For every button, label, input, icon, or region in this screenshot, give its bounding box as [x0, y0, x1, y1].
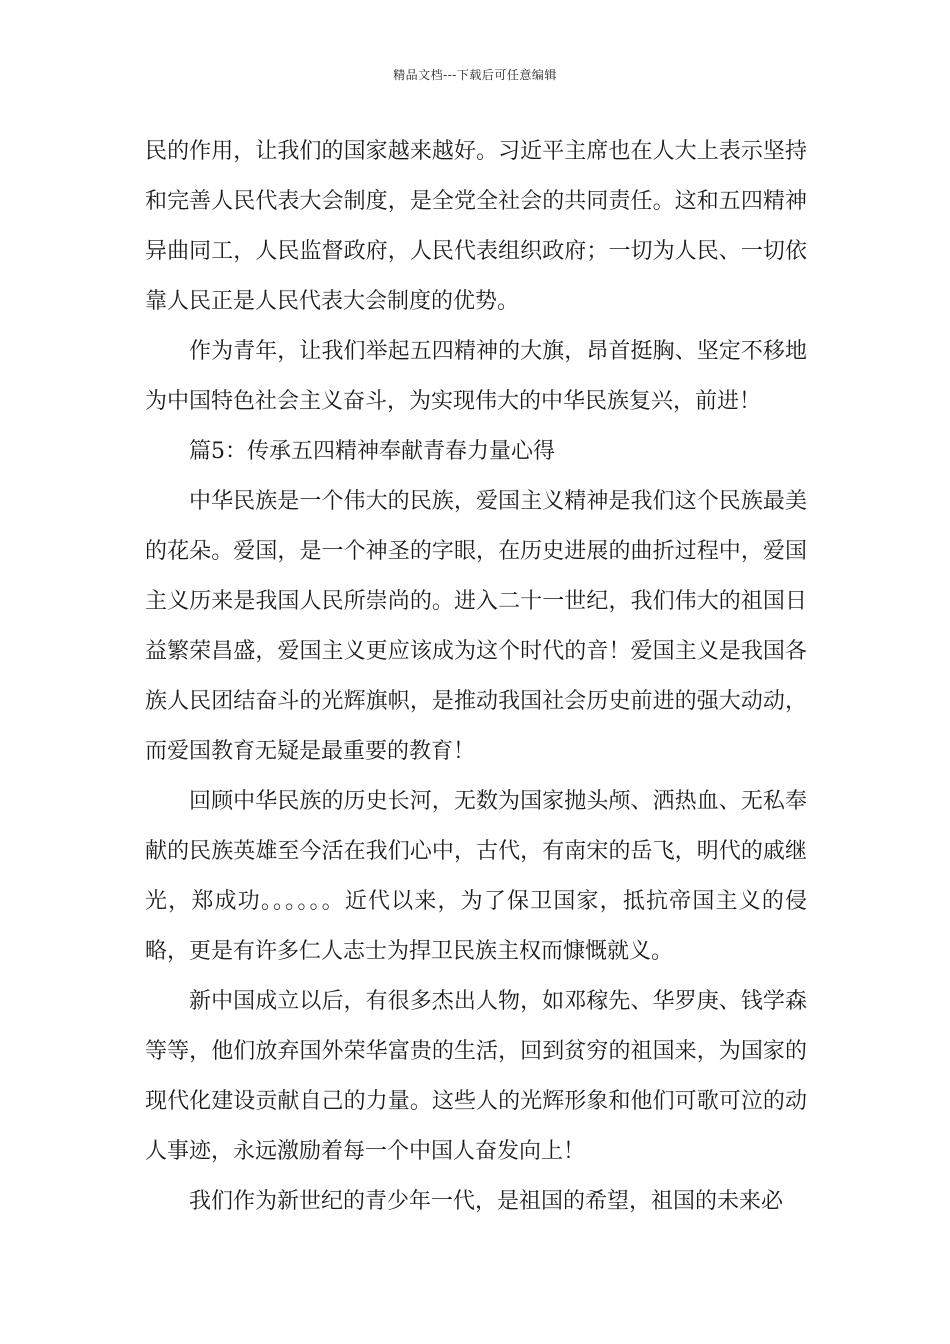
section-heading: 篇5：传承五四精神奉献青春力量心得	[189, 439, 555, 464]
document-body	[145, 127, 807, 1227]
paragraph-youth-call: 作为青年，让我们举起五四精神的大旗，昂首挺胸、坚定不移地为中国特色社会主义奋斗，为实现伟大的中华民族复兴，前进！	[145, 339, 807, 414]
paragraph-history: 回顾中华民族的历史长河，无数为国家抛头颅、洒热血、无私奉献的民族英雄至今活在我们心中，古代，有南宋的岳飞，明代的戚继光，郑成功。。。。。。近代以来，为了保卫国家，抵抗帝国主义的侵略，更是有许多仁人志士为捍卫民族主权而慷慨就义。	[145, 789, 807, 964]
paragraph-new-china: 新中国成立以后，有很多杰出人物，如邓稼先、华罗庚、钱学森等等，他们放弃国外荣华富贵的生活，回到贫穷的祖国来，为国家的现代化建设贡献自己的力量。这些人的光辉形象和他们可歌可泣的动人事迹，永远激励着每一个中国人奋发向上！	[145, 989, 807, 1164]
page-header: 精品文档---下载后可任意编辑	[393, 68, 557, 82]
paragraph-continuation: 民的作用，让我们的国家越来越好。习近平主席也在人大上表示坚持和完善人民代表大会制度，是全党全社会的共同责任。这和五四精神异曲同工，人民监督政府，人民代表组织政府；一切为人民、一切依靠人民正是人民代表大会制度的优势。	[145, 139, 807, 314]
paragraph-patriotism: 中华民族是一个伟大的民族，爱国主义精神是我们这个民族最美的花朵。爱国，是一个神圣的字眼，在历史进展的曲折过程中，爱国主义历来是我国人民所崇尚的。进入二十一世纪，我们伟大的祖国日益繁荣昌盛，爱国主义更应该成为这个时代的音！爱国主义是我国各族人民团结奋斗的光辉旗帜，是推动我国社会历史前进的强大动动，而爱国教育无疑是最重要的教育！	[145, 489, 807, 764]
paragraph-new-generation: 我们作为新世纪的青少年一代，是祖国的希望，祖国的未来必	[189, 1189, 784, 1214]
